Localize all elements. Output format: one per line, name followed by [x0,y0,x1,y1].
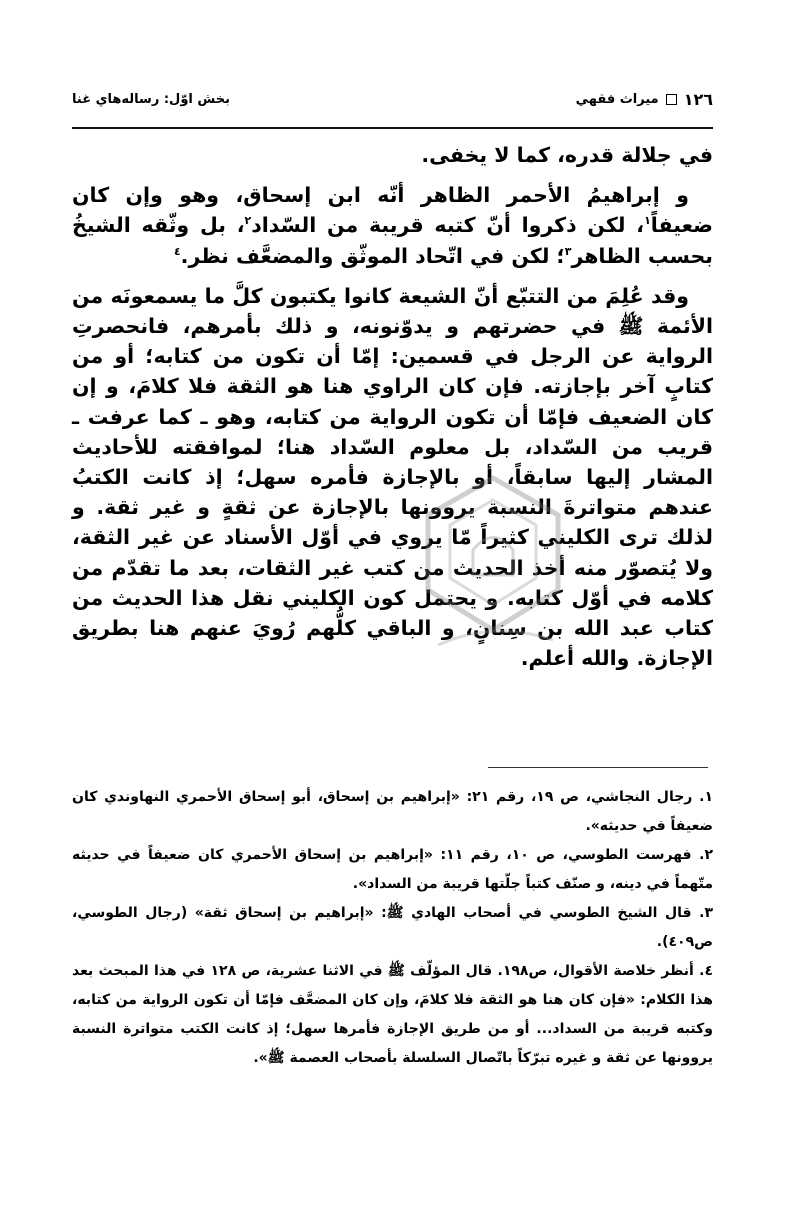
paragraph-2-part-2: ، لكن ذكروا أنّ كتبه قريبة من السّداد [251,213,645,238]
footnote-separator [488,767,708,768]
footnote-number: ٢. [699,847,713,863]
page-number-group [576,90,713,109]
footnote-3 [72,899,713,957]
footnote-text: قال الشيخ الطوسي في أصحاب الهادي ﷺ: «إبراهيم بن إسحاق ثقة» (رجال الطوسي، ص٤٠٩). [72,905,713,950]
footnote-ref-1[interactable]: ١ [644,214,651,228]
footnote-4 [72,957,713,1073]
paragraph-1: في جلالة قدره، كما لا يخفى. [421,143,713,167]
book-title: ميراث فقهي [575,92,659,107]
paragraph-2-part-1: و إبراهيمُ الأحمر الظاهر أنّه ابن إسحاق، وهو وإن كان ضعيفاً [72,183,713,238]
paragraph-2 [72,180,713,271]
paragraph-2-part-3: ، بل وثّقه الشيخُ بحسب الظاهر [72,213,713,268]
square-box-icon [666,94,677,105]
section-title: بخش اوّل: رساله‌هاي غنا [72,92,231,107]
footnotes [72,783,713,1073]
footnote-number: ١. [699,789,713,805]
footnote-ref-4[interactable]: ٤ [173,244,181,258]
main-text [72,140,713,673]
footnote-number: ٣. [699,905,713,921]
footnote-text: فهرست الطوسي، ص ١٠، رقم ١١: «إبراهيم بن إسحاق الأحمري كان ضعيفاً في حديثه متّهماً في دينه، و صنّف كتباً جلّتها قريبة من السداد». [72,847,713,892]
footnote-1 [72,783,713,841]
footnote-ref-2[interactable]: ٢ [244,214,252,228]
paragraph-3: وقد عُلِمَ من التتبّع أنّ الشيعة كانوا يكتبون كلَّ ما يسمعونَه من الأئمة ﷺ في حضرتهم و يدوّنونه، و ذلك بأمرهم، فانحصرتِ الرواية عن الرجل في قسمين: إمّا أن تكون من كتابه؛ أو من كتابٍ آخر بإجازته. فإن كان الراوي هنا هو الثقة فلا كلامَ، و إن كان الضعيف فإمّا أن تكون الرواية من كتابه، وهو ـ كما عرفت ـ قريب من السّداد، بل معلوم السّداد هنا؛ لموافقته للأحاديث المشار إليها سابقاً، أو بالإجازة فأمره سهل؛ إذ كانت الكتبُ عندهم متواترةَ النسبة يروونها بالإجازة عن ثقةٍ و غير ثقة. و لذلك ترى الكليني كثيراً مّا يروي في أوّل الأسناد عن غير الثقة، ولا يُتصوّر منه أخذ الحديث من كتب غير الثقات، بعد ما تقدّم من كلامه في أوّل كتابه. و يحتمل كون الكليني نقل هذا الحديث من كتاب عبد الله بن سِنانٍ، و الباقي كلُّهم رُويَ عنهم هنا بطريق الإجازة. والله أعلم. [72,283,713,671]
footnote-ref-3[interactable]: ٣ [564,244,572,258]
footnote-text: أنظر خلاصة الأقوال، ص١٩٨. قال المؤلّف ﷺ في الاثنا عشرية، ص ١٢٨ في هذا المبحث بعد هذا الكلام: «فإن كان هنا هو الثقة فلا كلامَ، وإن كان المضعَّف فإمّا أن تكون الرواية من كتابه، وكتبه قريبة من السداد... أو من طريق الإجازة فأمرها سهل؛ إذ كانت الكتب متواترة النسبة يروونها عن ثقة و غيره تبرّكاً باتّصال السلسلة بأصحاب العصمة ﷺ». [72,963,713,1066]
running-header [72,90,713,116]
footnote-number: ٤. [699,963,714,979]
page-number: ١٢٦ [683,90,713,109]
paragraph-2-part-4: ؛ لكن في اتّحاد الموثّق والمضعَّف نظر. [180,243,565,268]
footnote-2 [72,841,713,899]
footnote-text: رجال النجاشي، ص ١٩، رقم ٢١: «إبراهيم بن إسحاق، أبو إسحاق الأحمري النهاوندي كان ضعيفاً في حديثه». [72,789,713,834]
header-rule [72,127,713,129]
